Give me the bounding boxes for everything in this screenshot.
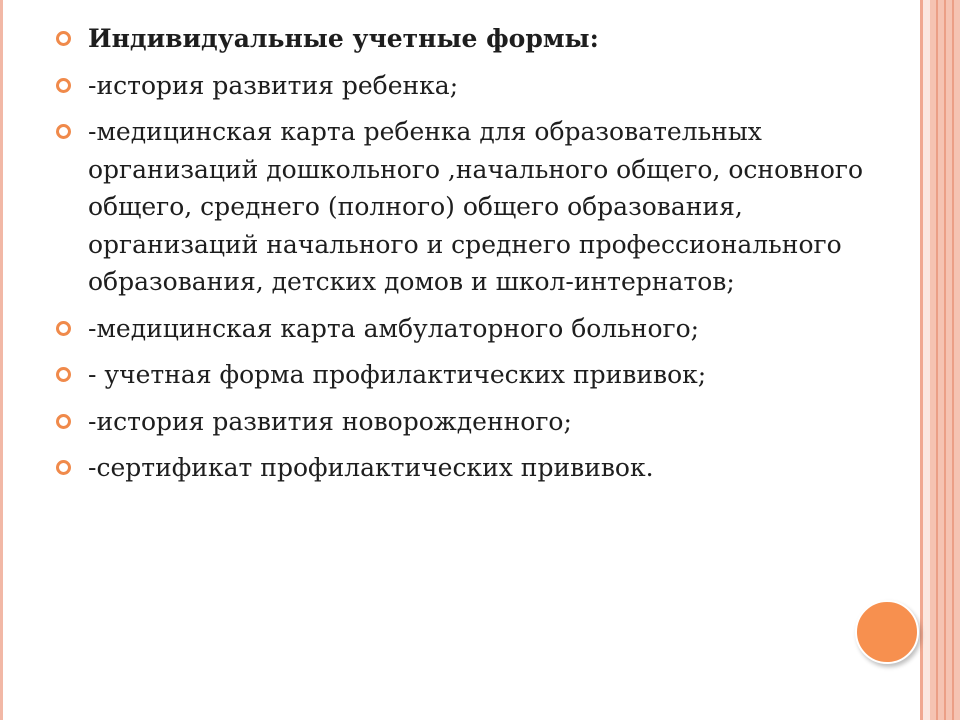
bullet-item	[56, 67, 886, 105]
bullet-item	[56, 356, 886, 394]
decorative-circle	[855, 600, 919, 664]
bullet-text: -история развития ребенка;	[88, 70, 459, 100]
ring-bullet-icon	[56, 124, 71, 139]
ring-bullet-icon	[56, 321, 71, 336]
bullet-item	[56, 403, 886, 441]
bullet-item	[56, 449, 886, 487]
decorative-stripe-line	[944, 0, 946, 720]
bullet-text: -медицинская карта ребенка для образовательных организаций дошкольного ,начального общего, основного общего, среднего (полного) общего образования, организаций начального и среднего профессионального образования, детских домов и школ-интернатов;	[88, 117, 864, 296]
decorative-stripe-gap	[923, 0, 930, 720]
ring-bullet-icon	[56, 78, 71, 93]
bullet-text: - учетная форма профилактических прививок;	[88, 360, 707, 389]
bullet-list	[56, 20, 886, 487]
decorative-stripe-line	[936, 0, 938, 720]
bullet-item	[56, 310, 886, 348]
decorative-stripe-line	[952, 0, 954, 720]
ring-bullet-icon	[56, 31, 71, 46]
bullet-text: -сертификат профилактических прививок.	[88, 453, 654, 482]
bullet-item	[56, 113, 886, 301]
bullet-text: -медицинская карта амбулаторного больного;	[88, 313, 700, 343]
slide-content	[56, 20, 886, 496]
bullet-text: -история развития новорожденного;	[88, 406, 572, 436]
ring-bullet-icon	[56, 414, 71, 429]
ring-bullet-icon	[56, 367, 71, 382]
bullet-text: Индивидуальные учетные формы:	[88, 24, 599, 53]
left-border-line	[0, 0, 3, 720]
ring-bullet-icon	[56, 460, 71, 475]
bullet-item-heading	[56, 20, 886, 58]
